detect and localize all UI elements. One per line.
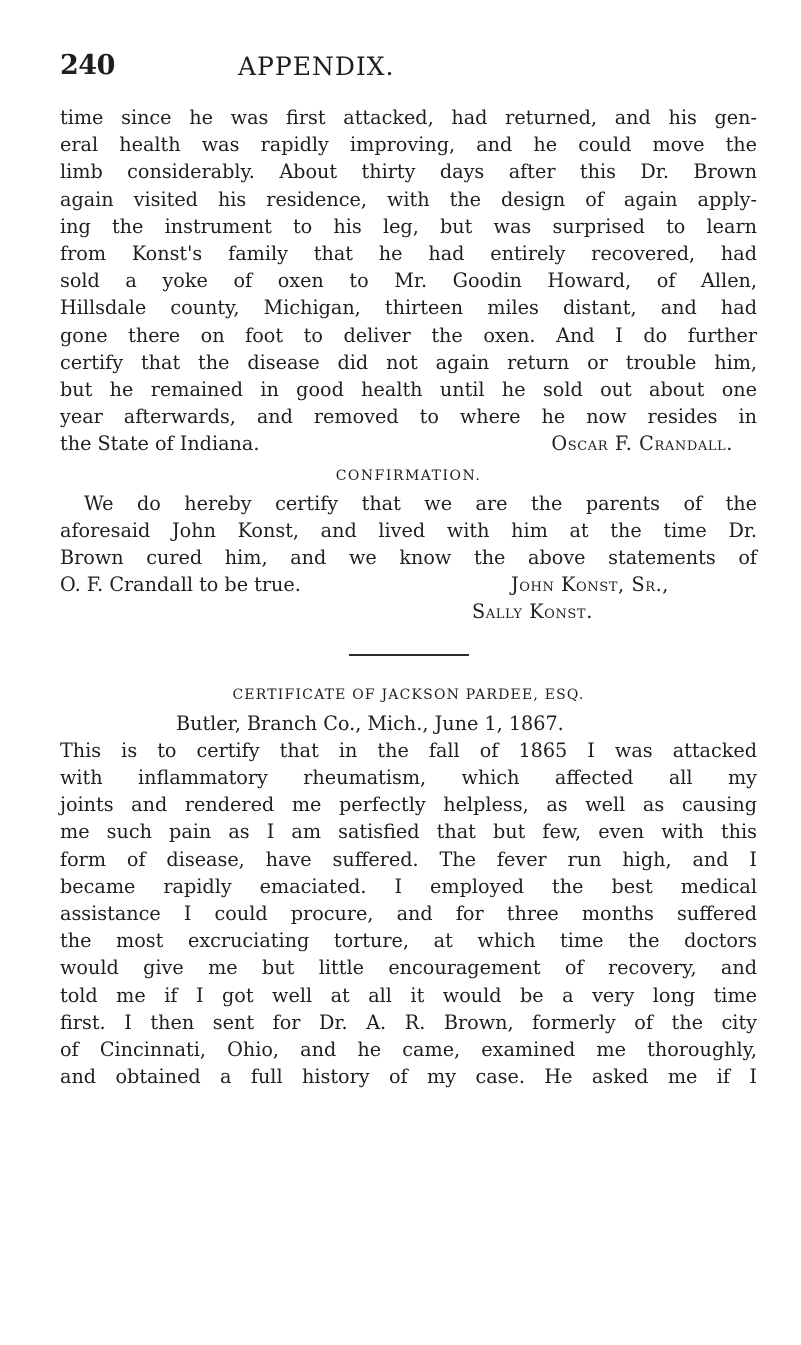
certificate-heading: CERTIFICATE OF JACKSON PARDEE, ESQ. [232,686,585,703]
affidavit-continuation [60,104,757,458]
text-line: eral health was rapidly improving, and he could move the [60,133,757,157]
text-line: told me if I got well at all it would be a very long time [60,983,757,1007]
text-line: joints and rendered me perfectly helpless, as well as causing [60,793,757,817]
signature-john-konst: John Konst, Sr., [510,573,669,597]
text-line: ing the instrument to his leg, but was surprised to learn [60,214,757,238]
text-line: of Cincinnati, Ohio, and he came, examined me thoroughly, [60,1038,757,1062]
text-line: but he remained in good health until he sold out about one [60,378,757,402]
section-divider [349,654,469,656]
certificate-section [60,710,757,1091]
text-line: with inflammatory rheumatism, which affected all my [60,766,757,790]
dateline: Butler, Branch Co., Mich., June 1, 1867. [176,711,564,735]
running-head: APPENDIX. [238,52,395,81]
text-line: assistance I could procure, and for three months suffered [60,902,757,926]
text-line: year afterwards, and removed to where he now resides in [60,405,757,429]
closing-text: O. F. Crandall to be true. [60,573,301,597]
text-line: first. I then sent for Dr. A. R. Brown, formerly of the city [60,1010,757,1034]
closing-line [60,571,757,598]
text-line: Hillsdale county, Michigan, thirteen miles distant, and had [60,296,757,320]
book-page [60,50,757,1091]
text-line: form of disease, have suffered. The fever run high, and I [60,847,757,871]
closing-line [60,430,757,457]
text-line: time since he was first attacked, had returned, and his gen- [60,106,757,129]
text-line: sold a yoke of oxen to Mr. Goodin Howard, of Allen, [60,269,757,293]
page-body [60,104,757,1091]
text-line: certify that the disease did not again return or trouble him, [60,350,757,374]
page-header [60,50,757,90]
closing-text: the State of Indiana. [60,432,260,456]
text-line: became rapidly emaciated. I employed the best medical [60,874,757,898]
text-line: from Konst's family that he had entirely recovered, had [60,242,757,266]
signature-sally-konst: Sally Konst. [472,600,593,624]
text-line: me such pain as I am satisfied that but few, even with this [60,820,757,844]
confirmation-heading: CONFIRMATION. [335,467,482,484]
text-line: This is to certify that in the fall of 1865 I was attacked [60,738,757,762]
text-line: limb considerably. About thirty days after this Dr. Brown [60,160,757,184]
signature-oscar-crandall: Oscar F. Crandall. [551,432,733,456]
text-line: would give me but little encouragement of recovery, and [60,956,757,980]
text-line: Brown cured him, and we know the above statements of [60,546,757,570]
text-line: aforesaid John Konst, and lived with him at the time Dr. [60,518,757,542]
text-line: the most excruciating torture, at which time the doctors [60,929,757,953]
page-number: 240 [60,50,115,81]
text-line: again visited his residence, with the design of again apply- [60,187,757,211]
text-line: and obtained a full history of my case. He asked me if I [60,1065,757,1089]
text-line: We do hereby certify that we are the parents of the [84,491,757,515]
text-line: gone there on foot to deliver the oxen. And I do further [60,323,757,347]
confirmation-section [60,490,757,626]
